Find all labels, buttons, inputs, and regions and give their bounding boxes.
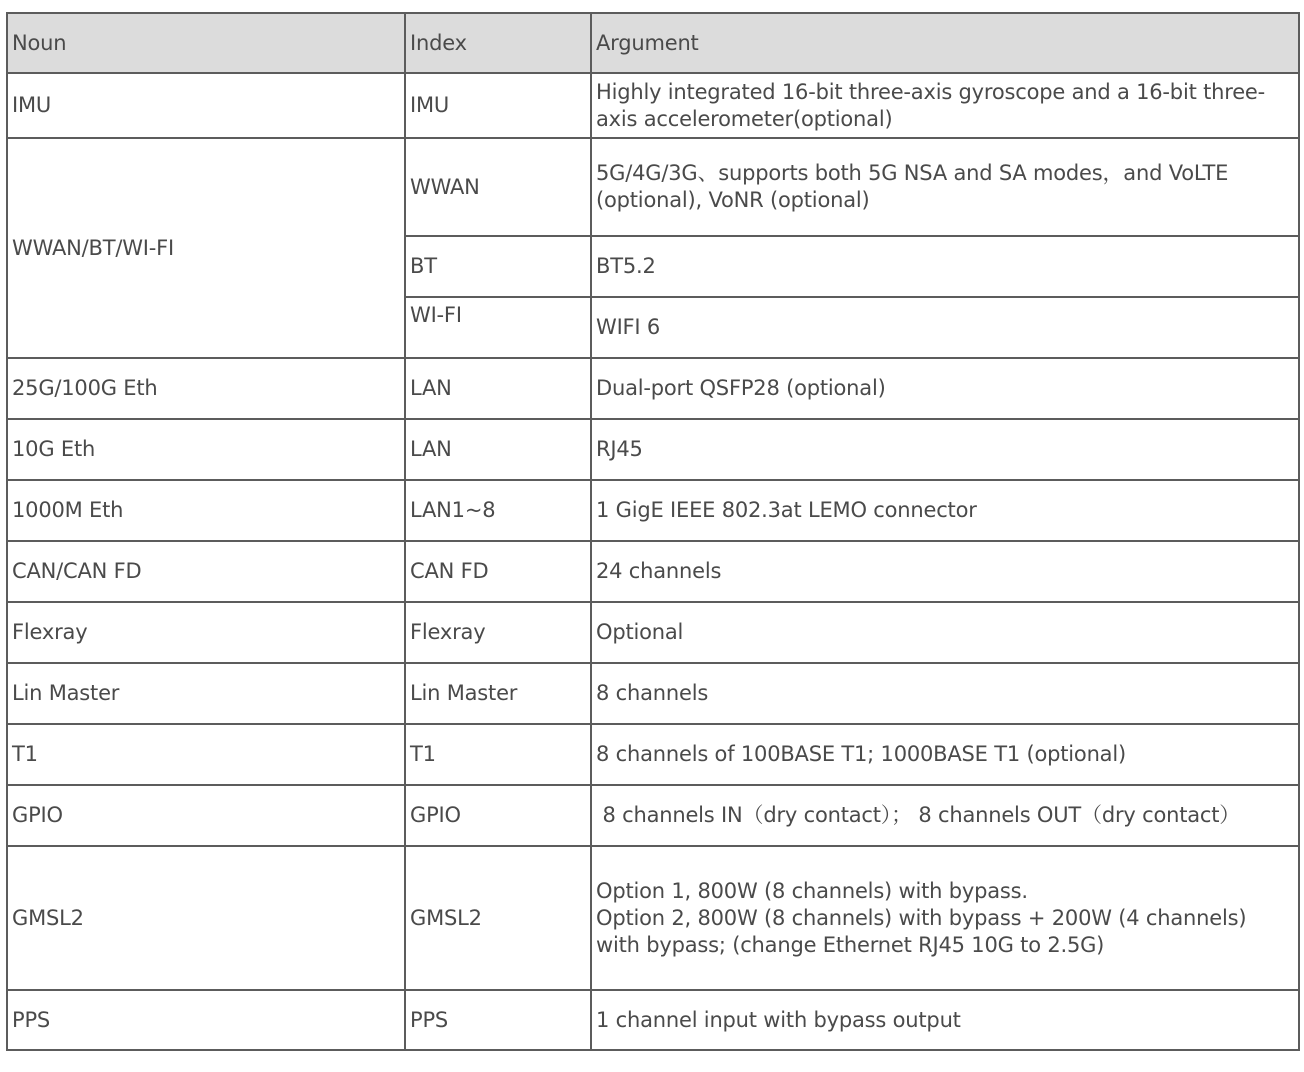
noun-cell: 10G Eth — [7, 419, 405, 480]
index-cell: LAN — [405, 419, 591, 480]
argument-cell: RJ45 — [591, 419, 1299, 480]
index-cell: CAN FD — [405, 541, 591, 602]
table-row — [7, 358, 1299, 419]
header-row — [7, 13, 1299, 73]
argument-cell: Highly integrated 16-bit three-axis gyroscope and a 16-bit three-axis accelerometer(optional) — [591, 73, 1299, 138]
noun-cell: IMU — [7, 73, 405, 138]
noun-cell: GPIO — [7, 785, 405, 846]
noun-cell: T1 — [7, 724, 405, 785]
argument-cell: 5G/4G/3G、supports both 5G NSA and SA modes，and VoLTE (optional), VoNR (optional) — [591, 138, 1299, 236]
table-row — [7, 785, 1299, 846]
argument-cell: 8 channels IN（dry contact）； 8 channels OUT（dry contact） — [591, 785, 1299, 846]
index-cell: WWAN — [405, 138, 591, 236]
table-row — [7, 846, 1299, 990]
table-row — [7, 663, 1299, 724]
table-row — [7, 990, 1299, 1050]
noun-cell: 1000M Eth — [7, 480, 405, 541]
table-row — [7, 73, 1299, 138]
index-cell: GMSL2 — [405, 846, 591, 990]
argument-cell: WIFI 6 — [591, 297, 1299, 358]
argument-cell: BT5.2 — [591, 236, 1299, 297]
index-cell: LAN — [405, 358, 591, 419]
argument-cell: 24 channels — [591, 541, 1299, 602]
index-cell: Flexray — [405, 602, 591, 663]
noun-cell: GMSL2 — [7, 846, 405, 990]
noun-cell: WWAN/BT/WI-FI — [7, 138, 405, 358]
argument-cell: 1 GigE IEEE 802.3at LEMO connector — [591, 480, 1299, 541]
noun-cell: Lin Master — [7, 663, 405, 724]
noun-cell: CAN/CAN FD — [7, 541, 405, 602]
index-cell: WI-FI — [405, 297, 591, 358]
argument-cell: 8 channels — [591, 663, 1299, 724]
index-cell: T1 — [405, 724, 591, 785]
argument-cell: 1 channel input with bypass output — [591, 990, 1299, 1050]
index-cell: LAN1~8 — [405, 480, 591, 541]
table-row — [7, 724, 1299, 785]
index-cell: PPS — [405, 990, 591, 1050]
index-cell: GPIO — [405, 785, 591, 846]
index-cell: BT — [405, 236, 591, 297]
spec-table — [6, 12, 1300, 1051]
argument-cell: Dual-port QSFP28 (optional) — [591, 358, 1299, 419]
table-row — [7, 602, 1299, 663]
noun-cell: Flexray — [7, 602, 405, 663]
noun-cell: 25G/100G Eth — [7, 358, 405, 419]
table-row — [7, 480, 1299, 541]
argument-cell: Optional — [591, 602, 1299, 663]
index-cell: IMU — [405, 73, 591, 138]
header-index: Index — [405, 13, 591, 73]
table-row — [7, 138, 1299, 236]
index-cell: Lin Master — [405, 663, 591, 724]
argument-cell: Option 1, 800W (8 channels) with bypass. Option 2, 800W (8 channels) with bypass + 200W (4 channels) with bypass; (change Ethernet RJ45 10G to 2.5G) — [591, 846, 1299, 990]
header-noun: Noun — [7, 13, 405, 73]
header-argument: Argument — [591, 13, 1299, 73]
table-row — [7, 541, 1299, 602]
argument-cell: 8 channels of 100BASE T1; 1000BASE T1 (optional) — [591, 724, 1299, 785]
table-row — [7, 419, 1299, 480]
noun-cell: PPS — [7, 990, 405, 1050]
